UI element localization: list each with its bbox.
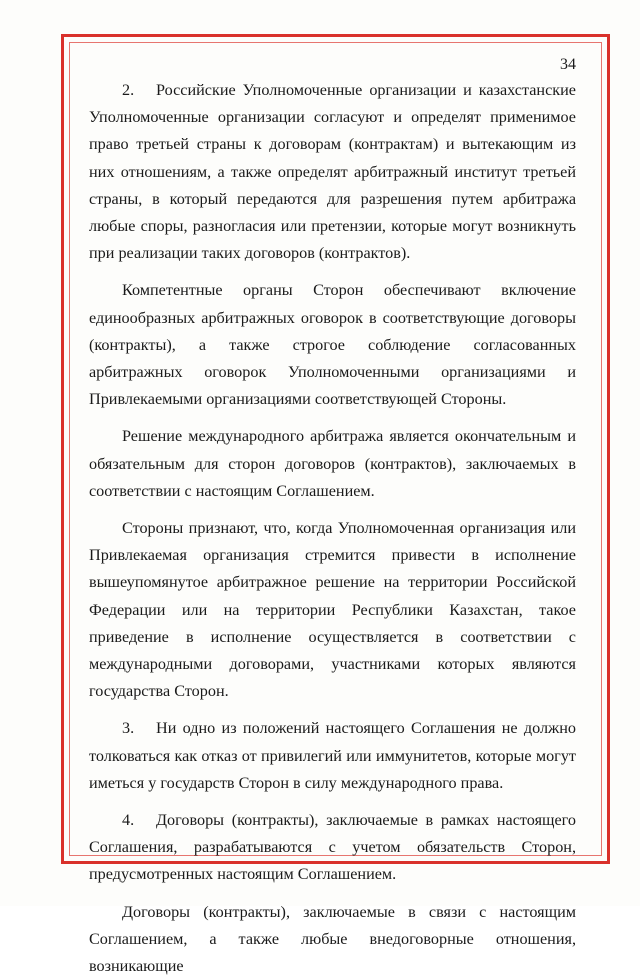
clause-number: 4. [122, 811, 135, 830]
paragraph-clause-2 [89, 77, 576, 267]
paragraph-clause-4 [89, 807, 576, 889]
paragraph [89, 899, 576, 980]
paragraph-text: Стороны признают, что, когда Уполномоченная организация или Привлекаемая организация стремится привести в исполнение вышеупомянутое арбитражное решение на территории Российской Федерации или на территории Республики Казахстан, такое приведение в исполнение осуществляется в соответствии с международными договорами, участниками которых являются государства Сторон. [89, 519, 576, 701]
paragraph [89, 423, 576, 505]
paragraph-text: Ни одно из положений настоящего Соглашения не должно толковаться как отказ от привилегий или иммунитетов, которые могут иметься у государств Сторон в силу международного права. [89, 719, 576, 792]
page-number: 34 [560, 56, 576, 73]
paragraph [89, 515, 576, 705]
paragraph [89, 277, 576, 413]
document-body [89, 77, 576, 980]
clause-number: 3. [122, 719, 135, 738]
paragraph-text: Решение международного арбитража является окончательным и обязательным для сторон договоров (контрактов), заключаемых в соответствии с настоящим Соглашением. [89, 427, 576, 500]
clause-number: 2. [122, 81, 135, 99]
paragraph-text: Российские Уполномоченные организации и казахстанские Уполномоченные организации согласуют и определят применимое право третьей страны к договорам (контрактам) и вытекающим из них отношениям, а также определят арбитражный институт третьей страны, в который передаются для разрешения путем арбитража любые споры, разногласия или претензии, которые могут возникнуть при реализации таких договоров (контрактов). [89, 81, 576, 263]
paragraph-text: Компетентные органы Сторон обеспечивают включение единообразных арбитражных оговорок в соответствующие договоры (контракты), а также строгое соблюдение согласованных арбитражных оговорок Уполномоченными организациями и Привлекаемыми организациями соответствующей Стороны. [89, 281, 576, 409]
paragraph-clause-3 [89, 715, 576, 797]
paragraph-text: Договоры (контракты), заключаемые в рамках настоящего Соглашения, разрабатываются с учетом обязательств Сторон, предусмотренных настоящим Соглашением. [89, 811, 576, 884]
paragraph-text: Договоры (контракты), заключаемые в связи с настоящим Соглашением, а также любые внедоговорные отношения, возникающие [89, 902, 576, 976]
